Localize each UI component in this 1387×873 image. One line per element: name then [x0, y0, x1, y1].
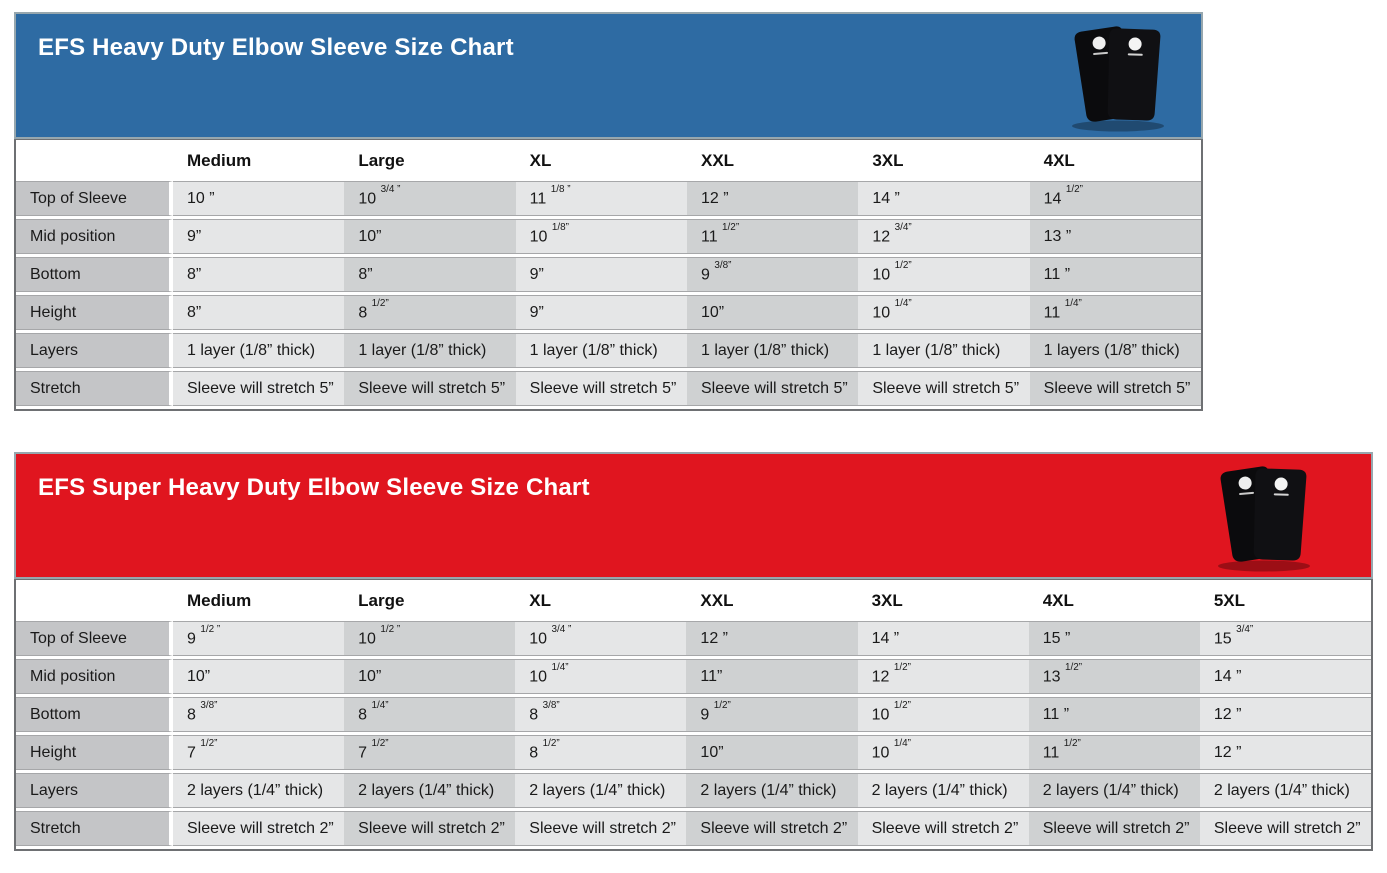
column-header-large: Large	[344, 583, 515, 618]
table-row	[16, 659, 1371, 694]
table-cell: 2 layers (1/4” thick)	[344, 773, 515, 808]
table-cell: 10 ”	[173, 181, 344, 216]
table-cell: 12 $^{3/4”}$	[858, 219, 1029, 254]
table-cell: 9”	[516, 295, 687, 330]
row-label: Mid position	[16, 659, 173, 694]
column-header-xxl: XXL	[687, 143, 858, 178]
table-cell: 10 $^{3/4 ”}$	[515, 621, 686, 656]
table-cell: 12 $^{1/2”}$	[858, 659, 1029, 694]
super-heavy-duty-size-chart	[14, 452, 1373, 851]
super-heavy-duty-header-banner	[14, 452, 1373, 579]
table-row	[16, 257, 1201, 292]
elbow-sleeves-icon	[1207, 464, 1319, 574]
row-label: Bottom	[16, 257, 173, 292]
table-cell: Sleeve will stretch 2”	[515, 811, 686, 846]
column-header-medium: Medium	[173, 583, 344, 618]
row-label: Mid position	[16, 219, 173, 254]
table-cell: 8 $^{1/2”}$	[515, 735, 686, 770]
table-cell: 8 $^{3/8”}$	[173, 697, 344, 732]
table-cell: 13 $^{1/2”}$	[1029, 659, 1200, 694]
table-cell: Sleeve will stretch 2”	[686, 811, 857, 846]
table-cell: 2 layers (1/4” thick)	[1029, 773, 1200, 808]
table-cell: Sleeve will stretch 5”	[687, 371, 858, 406]
table-cell: 2 layers (1/4” thick)	[1200, 773, 1371, 808]
heavy-duty-size-table	[14, 139, 1203, 411]
table-cell: 9”	[516, 257, 687, 292]
row-label: Top of Sleeve	[16, 181, 173, 216]
table-row	[16, 735, 1371, 770]
table-cell: 13 ”	[1030, 219, 1201, 254]
table-cell: 8”	[344, 257, 515, 292]
table-cell: 10 $^{1/2”}$	[858, 257, 1029, 292]
table-cell: 1 layer (1/8” thick)	[344, 333, 515, 368]
table-cell: 8”	[173, 295, 344, 330]
elbow-sleeves-image	[1061, 24, 1173, 134]
table-cell: 11 $^{1/2”}$	[1029, 735, 1200, 770]
table-cell: 14 $^{1/2”}$	[1030, 181, 1201, 216]
row-label: Stretch	[16, 811, 173, 846]
table-row	[16, 219, 1201, 254]
table-cell: 11 $^{1/4”}$	[1030, 295, 1201, 330]
table-cell: 1 layer (1/8” thick)	[516, 333, 687, 368]
table-cell: Sleeve will stretch 2”	[858, 811, 1029, 846]
table-cell: Sleeve will stretch 2”	[344, 811, 515, 846]
row-label: Top of Sleeve	[16, 621, 173, 656]
column-header-3xl: 3XL	[858, 583, 1029, 618]
table-cell: 10 $^{1/2 ”}$	[344, 621, 515, 656]
table-cell: 12 ”	[686, 621, 857, 656]
row-label: Bottom	[16, 697, 173, 732]
table-cell: 10 $^{1/2”}$	[858, 697, 1029, 732]
table-cell: 15 $^{3/4”}$	[1200, 621, 1371, 656]
table-cell: 10”	[344, 219, 515, 254]
column-header-large: Large	[344, 143, 515, 178]
table-cell: 12 ”	[1200, 735, 1371, 770]
table-row	[16, 811, 1371, 846]
table-cell: 8 $^{1/4”}$	[344, 697, 515, 732]
elbow-sleeves-image	[1207, 464, 1319, 574]
table-cell: 10 $^{1/4”}$	[858, 295, 1029, 330]
heavy-duty-header-banner	[14, 12, 1203, 139]
super-heavy-duty-size-table	[14, 579, 1373, 851]
table-cell: 15 ”	[1029, 621, 1200, 656]
table-cell: 1 layers (1/8” thick)	[1030, 333, 1201, 368]
table-cell: Sleeve will stretch 5”	[344, 371, 515, 406]
table-row	[16, 371, 1201, 406]
table-cell: 10”	[687, 295, 858, 330]
table-row	[16, 181, 1201, 216]
table-cell: 11 ”	[1030, 257, 1201, 292]
table-row	[16, 773, 1371, 808]
row-label: Layers	[16, 333, 173, 368]
table-cell: 2 layers (1/4” thick)	[858, 773, 1029, 808]
row-label: Height	[16, 295, 173, 330]
chart-title: EFS Heavy Duty Elbow Sleeve Size Chart	[38, 34, 514, 61]
table-cell: 10 $^{1/4”}$	[858, 735, 1029, 770]
table-cell: 1 layer (1/8” thick)	[687, 333, 858, 368]
table-cell: 14 ”	[858, 181, 1029, 216]
row-label: Layers	[16, 773, 173, 808]
column-header-3xl: 3XL	[858, 143, 1029, 178]
table-cell: 11 $^{1/8 ”}$	[516, 181, 687, 216]
table-cell: 12 ”	[1200, 697, 1371, 732]
table-cell: Sleeve will stretch 5”	[173, 371, 344, 406]
column-header-xl: XL	[516, 143, 687, 178]
chart-title: EFS Super Heavy Duty Elbow Sleeve Size Chart	[38, 474, 590, 501]
table-cell: 7 $^{1/2”}$	[173, 735, 344, 770]
table-cell: Sleeve will stretch 5”	[1030, 371, 1201, 406]
column-header-xxl: XXL	[686, 583, 857, 618]
table-cell: Sleeve will stretch 2”	[1029, 811, 1200, 846]
corner-cell	[16, 143, 173, 178]
table-row	[16, 295, 1201, 330]
table-cell: Sleeve will stretch 2”	[173, 811, 344, 846]
table-cell: 7 $^{1/2”}$	[344, 735, 515, 770]
column-header-xl: XL	[515, 583, 686, 618]
table-cell: 10 $^{1/8”}$	[516, 219, 687, 254]
table-cell: Sleeve will stretch 2”	[1200, 811, 1371, 846]
corner-cell	[16, 583, 173, 618]
row-label: Stretch	[16, 371, 173, 406]
table-row	[16, 621, 1371, 656]
table-cell: Sleeve will stretch 5”	[858, 371, 1029, 406]
table-cell: 10”	[344, 659, 515, 694]
table-cell: 12 ”	[687, 181, 858, 216]
table-cell: 11 $^{1/2”}$	[687, 219, 858, 254]
table-cell: 11 ”	[1029, 697, 1200, 732]
table-cell: 14 ”	[858, 621, 1029, 656]
column-header-4xl: 4XL	[1030, 143, 1201, 178]
table-cell: 10”	[686, 735, 857, 770]
table-cell: 9 $^{3/8”}$	[687, 257, 858, 292]
table-cell: 8 $^{3/8”}$	[515, 697, 686, 732]
heavy-duty-size-chart	[14, 12, 1203, 411]
table-cell: 2 layers (1/4” thick)	[515, 773, 686, 808]
table-cell: 10”	[173, 659, 344, 694]
table-cell: 11”	[686, 659, 857, 694]
table-row	[16, 697, 1371, 732]
table-cell: 14 ”	[1200, 659, 1371, 694]
table-cell: 1 layer (1/8” thick)	[173, 333, 344, 368]
table-cell: 8”	[173, 257, 344, 292]
table-cell: 8 $^{1/2”}$	[344, 295, 515, 330]
column-header-medium: Medium	[173, 143, 344, 178]
table-row	[16, 333, 1201, 368]
elbow-sleeves-icon	[1061, 24, 1173, 134]
table-cell: 1 layer (1/8” thick)	[858, 333, 1029, 368]
table-cell: 10 $^{1/4”}$	[515, 659, 686, 694]
table-cell: 2 layers (1/4” thick)	[173, 773, 344, 808]
table-cell: 9”	[173, 219, 344, 254]
row-label: Height	[16, 735, 173, 770]
table-cell: Sleeve will stretch 5”	[516, 371, 687, 406]
column-header-5xl: 5XL	[1200, 583, 1371, 618]
table-cell: 9 $^{1/2”}$	[686, 697, 857, 732]
table-cell: 2 layers (1/4” thick)	[686, 773, 857, 808]
column-header-4xl: 4XL	[1029, 583, 1200, 618]
table-cell: 10 $^{3/4 ”}$	[344, 181, 515, 216]
table-cell: 9 $^{1/2 ”}$	[173, 621, 344, 656]
